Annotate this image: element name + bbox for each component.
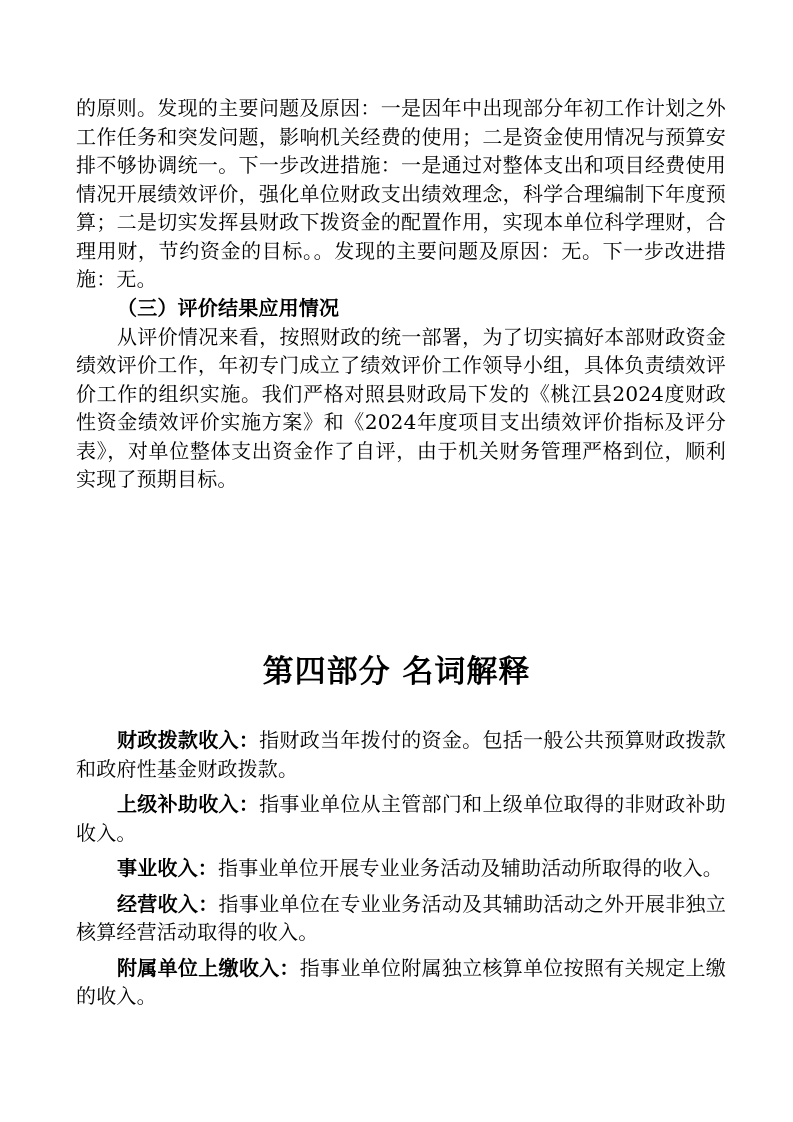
continued-paragraph: 的原则。发现的主要问题及原因：一是因年中出现部分年初工作计划之外工作任务和突发问题，影响机关经费的使用；二是资金使用情况与预算安排不够协调统一。下一步改进措施：一是通过对整体支出和项目经费使用情况开展绩效评价，强化单位财政支出绩效理念，科学合理编制下年度预算；二是切实发挥县财政下拨资金的配置作用，实现本单位科学理财，合理用财，节约资金的目标。。发现的主要问题及原因：无。下一步改进措施：无。 <box>76 96 726 291</box>
term-definition: 指事业单位开展专业业务活动及辅助活动所取得的收入。 <box>218 856 723 880</box>
term-label: 经营收入： <box>117 891 219 916</box>
glossary-item-subsidiary-remittance <box>76 954 726 1011</box>
term-definition: 指事业单位附属独立核算单位按照有关规定上缴的收入。 <box>76 955 726 1008</box>
glossary-item-business-income <box>76 854 726 883</box>
term-definition: 指事业单位在专业业务活动及其辅助活动之外开展非独立核算经营活动取得的收入。 <box>76 891 727 944</box>
term-label: 附属单位上缴收入： <box>117 955 300 980</box>
term-label: 事业收入： <box>117 856 218 880</box>
term-definition: 指事业单位从主管部门和上级单位取得的非财政补助收入。 <box>76 792 726 845</box>
term-label: 上级补助收入： <box>117 792 260 816</box>
evaluation-section <box>76 294 726 494</box>
glossary-item-operating-income <box>76 890 726 947</box>
term-definition: 指财政当年拨付的资金。包括一般公共预算财政拨款和政府性基金财政拨款。 <box>76 728 726 781</box>
term-label: 财政拨款收入： <box>117 728 260 752</box>
continued-section <box>76 94 726 294</box>
part-four-title: 第四部分 名词解释 <box>262 654 531 690</box>
evaluation-heading: （三）评价结果应用情况 <box>117 296 340 320</box>
glossary <box>76 726 726 1018</box>
glossary-item-superior-subsidy <box>76 790 726 847</box>
evaluation-paragraph: 从评价情况来看，按照财政的统一部署，为了切实搞好本部财政资金绩效评价工作，年初专门成立了绩效评价工作领导小组，具体负责绩效评价工作的组织实施。我们严格对照县财政局下发的《桃江县2024度财政性资金绩效评价实施方案》和《2024年度项目支出绩效评价指标及评分表》，对单位整体支出资金作了自评，由于机关财务管理严格到位，顺利实现了预期目标。 <box>76 324 726 491</box>
glossary-item-fiscal-appropriation <box>76 726 726 783</box>
